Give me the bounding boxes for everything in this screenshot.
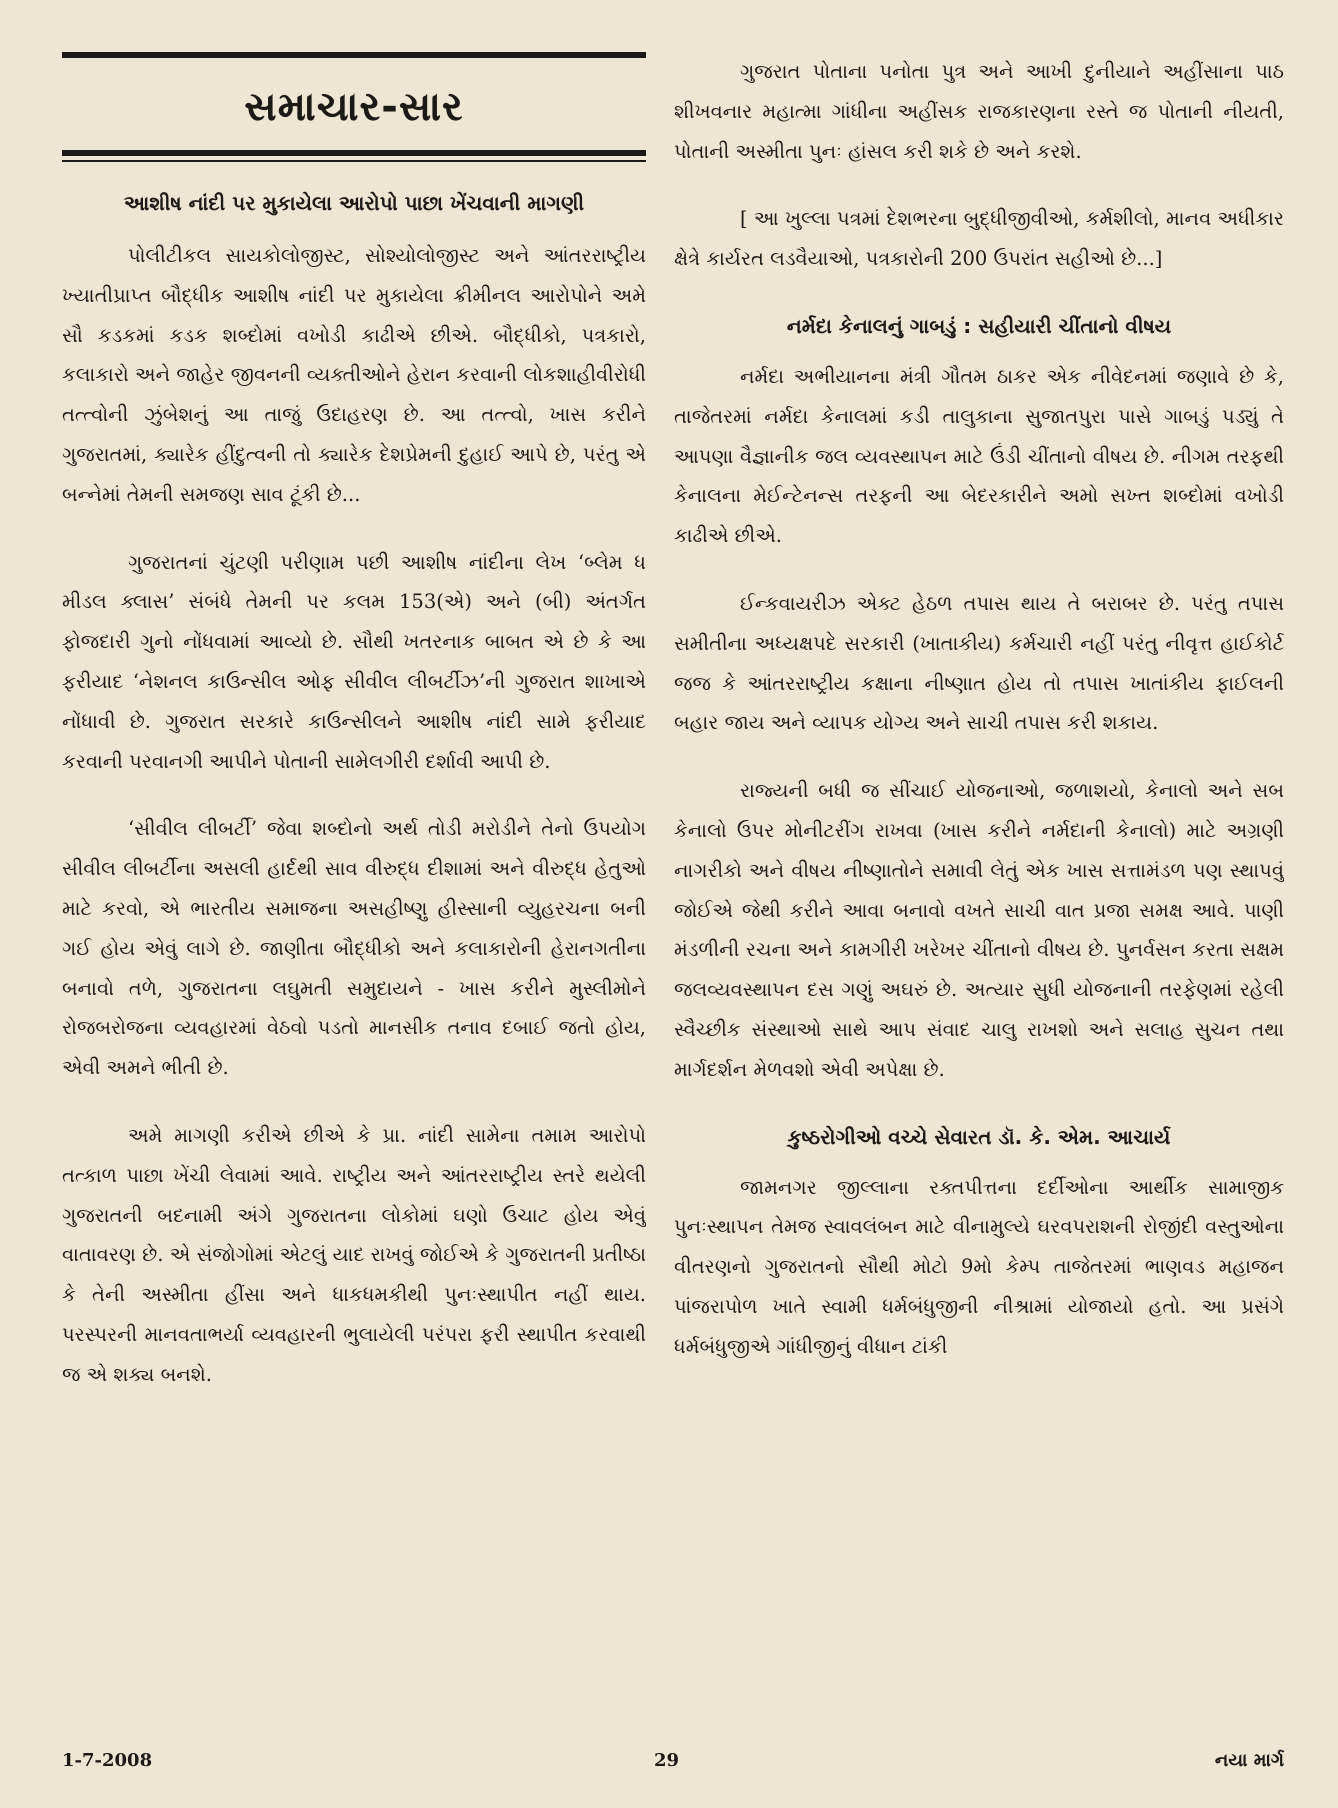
article-paragraph: પોલીટીકલ સાયકોલોજીસ્ટ, સોશ્યોલોજીસ્ટ અને આંતરરાષ્ટ્રીય ખ્યાતીપ્રાપ્ત બૌદ્ધીક આશીષ નાંદી પર મુકાયેલા ક્રીમીનલ આરોપોને અમે સૌ કડકમાં કડક શબ્દોમાં વખોડી કાઢીએ છીએ. બૌદ્ધીકો, પત્રકારો, કલાકારો અને જાહેર જીવનની વ્યક્તીઓને હેરાન કરવાની લોકશાહીવીરોધી તત્ત્વોની ઝુંબેશનું આ તાજું ઉદાહરણ છે. આ તત્ત્વો, ખાસ કરીને ગુજરાતમાં, ક્યારેક હીંદુત્વની તો ક્યારેક દેશપ્રેમની દુહાઈ આપે છે, પરંતુ એ બન્નેમાં તેમની સમજણ સાવ ટૂંકી છે...: [62, 244, 646, 506]
article-paragraph: ‘સીવીલ લીબર્ટી’ જેવા શબ્દોનો અર્થ તોડી મરોડીને તેનો ઉપયોગ સીવીલ લીબર્ટીના અસલી હાર્દથી સાવ વીરુદ્ધ દીશામાં અને વીરુદ્ધ હેતુઓ માટે કરવો, એ ભારતીય સમાજના અસહીષ્ણુ હીસ્સાની વ્યુહરચના બની ગઈ હોય એવું લાગે છે. જાણીતા બૌદ્ધીકો અને કલાકારોની હેરાનગતીના બનાવો તળે, ગુજરાતના લઘુમતી સમુદાયને - ખાસ કરીને મુસ્લીમોને રોજબરોજના વ્યવહારમાં વેઠવો પડતો માનસીક તનાવ દબાઈ જતો હોય, એવી અમને ભીતી છે.: [62, 817, 646, 1080]
article-paragraph: અમે માગણી કરીએ છીએ કે પ્રા. નાંદી સામેના તમામ આરોપો તત્કાળ પાછા ખેંચી લેવામાં આવે. રાષ્ટ્રીય અને આંતરરાષ્ટ્રીય સ્તરે થયેલી ગુજરાતની બદનામી અંગે ગુજરાતના લોકોમાં ઘણો ઉચાટ હોય એવું વાતાવરણ છે. એ સંજોગોમાં એટલું યાદ રાખવું જોઈએ કે ગુજરાતની પ્રતીષ્ઠા કે તેની અસ્મીતા હીંસા અને ધાકધમકીથી પુનઃસ્થાપીત નહીં થાય. પરસ્પરની માનવતાભર્યા વ્યવહારની ભુલાયેલી પરંપરા ફરી સ્થાપીત કરવાથી જ એ શક્ય બનશે.: [62, 1123, 646, 1386]
section-masthead: સમાચાર-સાર: [244, 84, 464, 130]
article-headline-nandy: આશીષ નાંદી પર મુકાયેલા આરોપો પાછા ખેંચવાની માગણી: [123, 191, 585, 215]
magazine-name: નયા માર્ગ: [1214, 1750, 1284, 1771]
article-paragraph: ઈન્કવાયરીઝ એક્ટ હેઠળ તપાસ થાય તે બરાબર છે. પરંતુ તપાસ સમીતીના અધ્યક્ષપદે સરકારી (ખાતાકીય) કર્મચારી નહીં પરંતુ નીવૃત્ત હાઈકોર્ટ જજ કે આંતરરાષ્ટ્રીય કક્ષાના નીષ્ણાત હોય તો તપાસ ખાતાંકીય ફાઈલની બહાર જાય અને વ્યાપક યોગ્ય અને સાચી તપાસ કરી શકાય.: [674, 591, 1284, 735]
article-paragraph: રાજ્યની બધી જ સીંચાઈ યોજનાઓ, જળાશયો, કેનાલો અને સબ કેનાલો ઉપર મોનીટરીંગ રાખવા (ખાસ કરીને નર્મદાની કેનાલો) માટે અગ્રણી નાગરીકો અને વીષય નીષ્ણાતોને સમાવી લેતું એક ખાસ સત્તામંડળ પણ સ્થાપવું જોઈએ જેથી કરીને આવા બનાવો વખતે સાચી વાત પ્રજા સમક્ષ આવે. પાણી મંડળીની રચના અને કામગીરી ખરેખર ચીંતાનો વીષય છે. પુનર્વસન કરતા સક્ષમ જલવ્યવસ્થાપન દસ ગણું અઘરું છે. અત્યાર સુધી યોજનાની તરફેણમાં રહેલી સ્વૈચ્છીક સંસ્થાઓ સાથે આપ સંવાદ ચાલુ રાખશો અને સલાહ સુચન તથા માર્ગદર્શન મેળવશો એવી અપેક્ષા છે.: [674, 779, 1284, 1081]
left-column: [62, 52, 646, 1732]
article-paragraph: ગુજરાતનાં ચુંટણી પરીણામ પછી આશીષ નાંદીના લેખ ‘બ્લેમ ધ મીડલ ક્લાસ’ સંબંધે તેમની પર કલમ 153(એ) અને (બી) અંતર્ગત ફોજદારી ગુનો નોંધવામાં આવ્યો છે. સૌથી ખતરનાક બાબત એ છે કે આ ફરીયાદ ‘નેશનલ કાઉન્સીલ ઓફ સીવીલ લીબર્ટીઝ’ની ગુજરાત શાખાએ નોંધાવી છે. ગુજરાત સરકારે કાઉન્સીલને આશીષ નાંદી સામે ફરીયાદ કરવાની પરવાનગી આપીને પોતાની સામેલગીરી દર્શાવી આપી છે.: [62, 550, 646, 773]
page-footer: [62, 1750, 1284, 1780]
article-paragraph: [ આ ખુલ્લા પત્રમાં દેશભરના બુદ્ધીજીવીઓ, કર્મશીલો, માનવ અધીકાર ક્ષેત્રે કાર્યરત લડવૈયાઓ, પત્રકારોની 200 ઉપરાંત સહીઓ છે...]: [674, 207, 1284, 271]
article-paragraph: ગુજરાત પોતાના પનોતા પુત્ર અને આખી દુનીયાને અહીંસાના પાઠ શીખવનાર મહાત્મા ગાંધીના અહીંસક રાજકારણના રસ્તે જ પોતાની નીયતી, પોતાની અસ્મીતા પુનઃ હાંસલ કરી શકે છે અને કરશે.: [674, 60, 1284, 163]
page-number: 29: [654, 1750, 680, 1771]
right-column: [674, 52, 1284, 1732]
article-headline-narmada: નર્મદા કેનાલનું ગાબડું : સહીયારી ચીંતાનો વીષય: [786, 313, 1172, 338]
masthead-thin-rule: [62, 160, 646, 162]
issue-date: 1-7-2008: [62, 1750, 153, 1771]
article-headline-acharya: કુષ્ઠરોગીઓ વચ્ચે સેવારત ડૉ. કે. એમ. આચાર્ય: [787, 1124, 1171, 1149]
article-paragraph: નર્મદા અભીયાનના મંત્રી ગૌતમ ઠાકર એક નીવેદનમાં જણાવે છે કે, તાજેતરમાં નર્મદા કેનાલમાં કડી તાલુકાના સુજાતપુરા પાસે ગાબડું પડ્યું તે આપણા વૈજ્ઞાનીક જલ વ્યવસ્થાપન માટે ઉંડી ચીંતાનો વીષય છે. નીગમ તરફથી કેનાલના મેઈન્ટેનન્સ તરફની આ બેદરકારીને અમો સખ્ત શબ્દોમાં વખોડી કાઢીએ છીએ.: [674, 364, 1284, 548]
article-paragraph: જામનગર જીલ્લાના રક્તપીત્તના દર્દીઓના આર્થીક સામાજીક પુનઃસ્થાપન તેમજ સ્વાવલંબન માટે વીનામુલ્યે ઘરવપરાશની રોજીંદી વસ્તુઓના વીતરણનો ગુજરાતનો સૌથી મોટો 9મો કેમ્પ તાજેતરમાં ભાણવડ મહાજન પાંજરાપોળ ખાતે સ્વામી ધર્મબંધુજીની નીશ્રામાં યોજાયો હતો. આ પ્રસંગે ધર્મબંધુજીએ ગાંધીજીનું વીધાન ટાંકી: [674, 1175, 1284, 1358]
